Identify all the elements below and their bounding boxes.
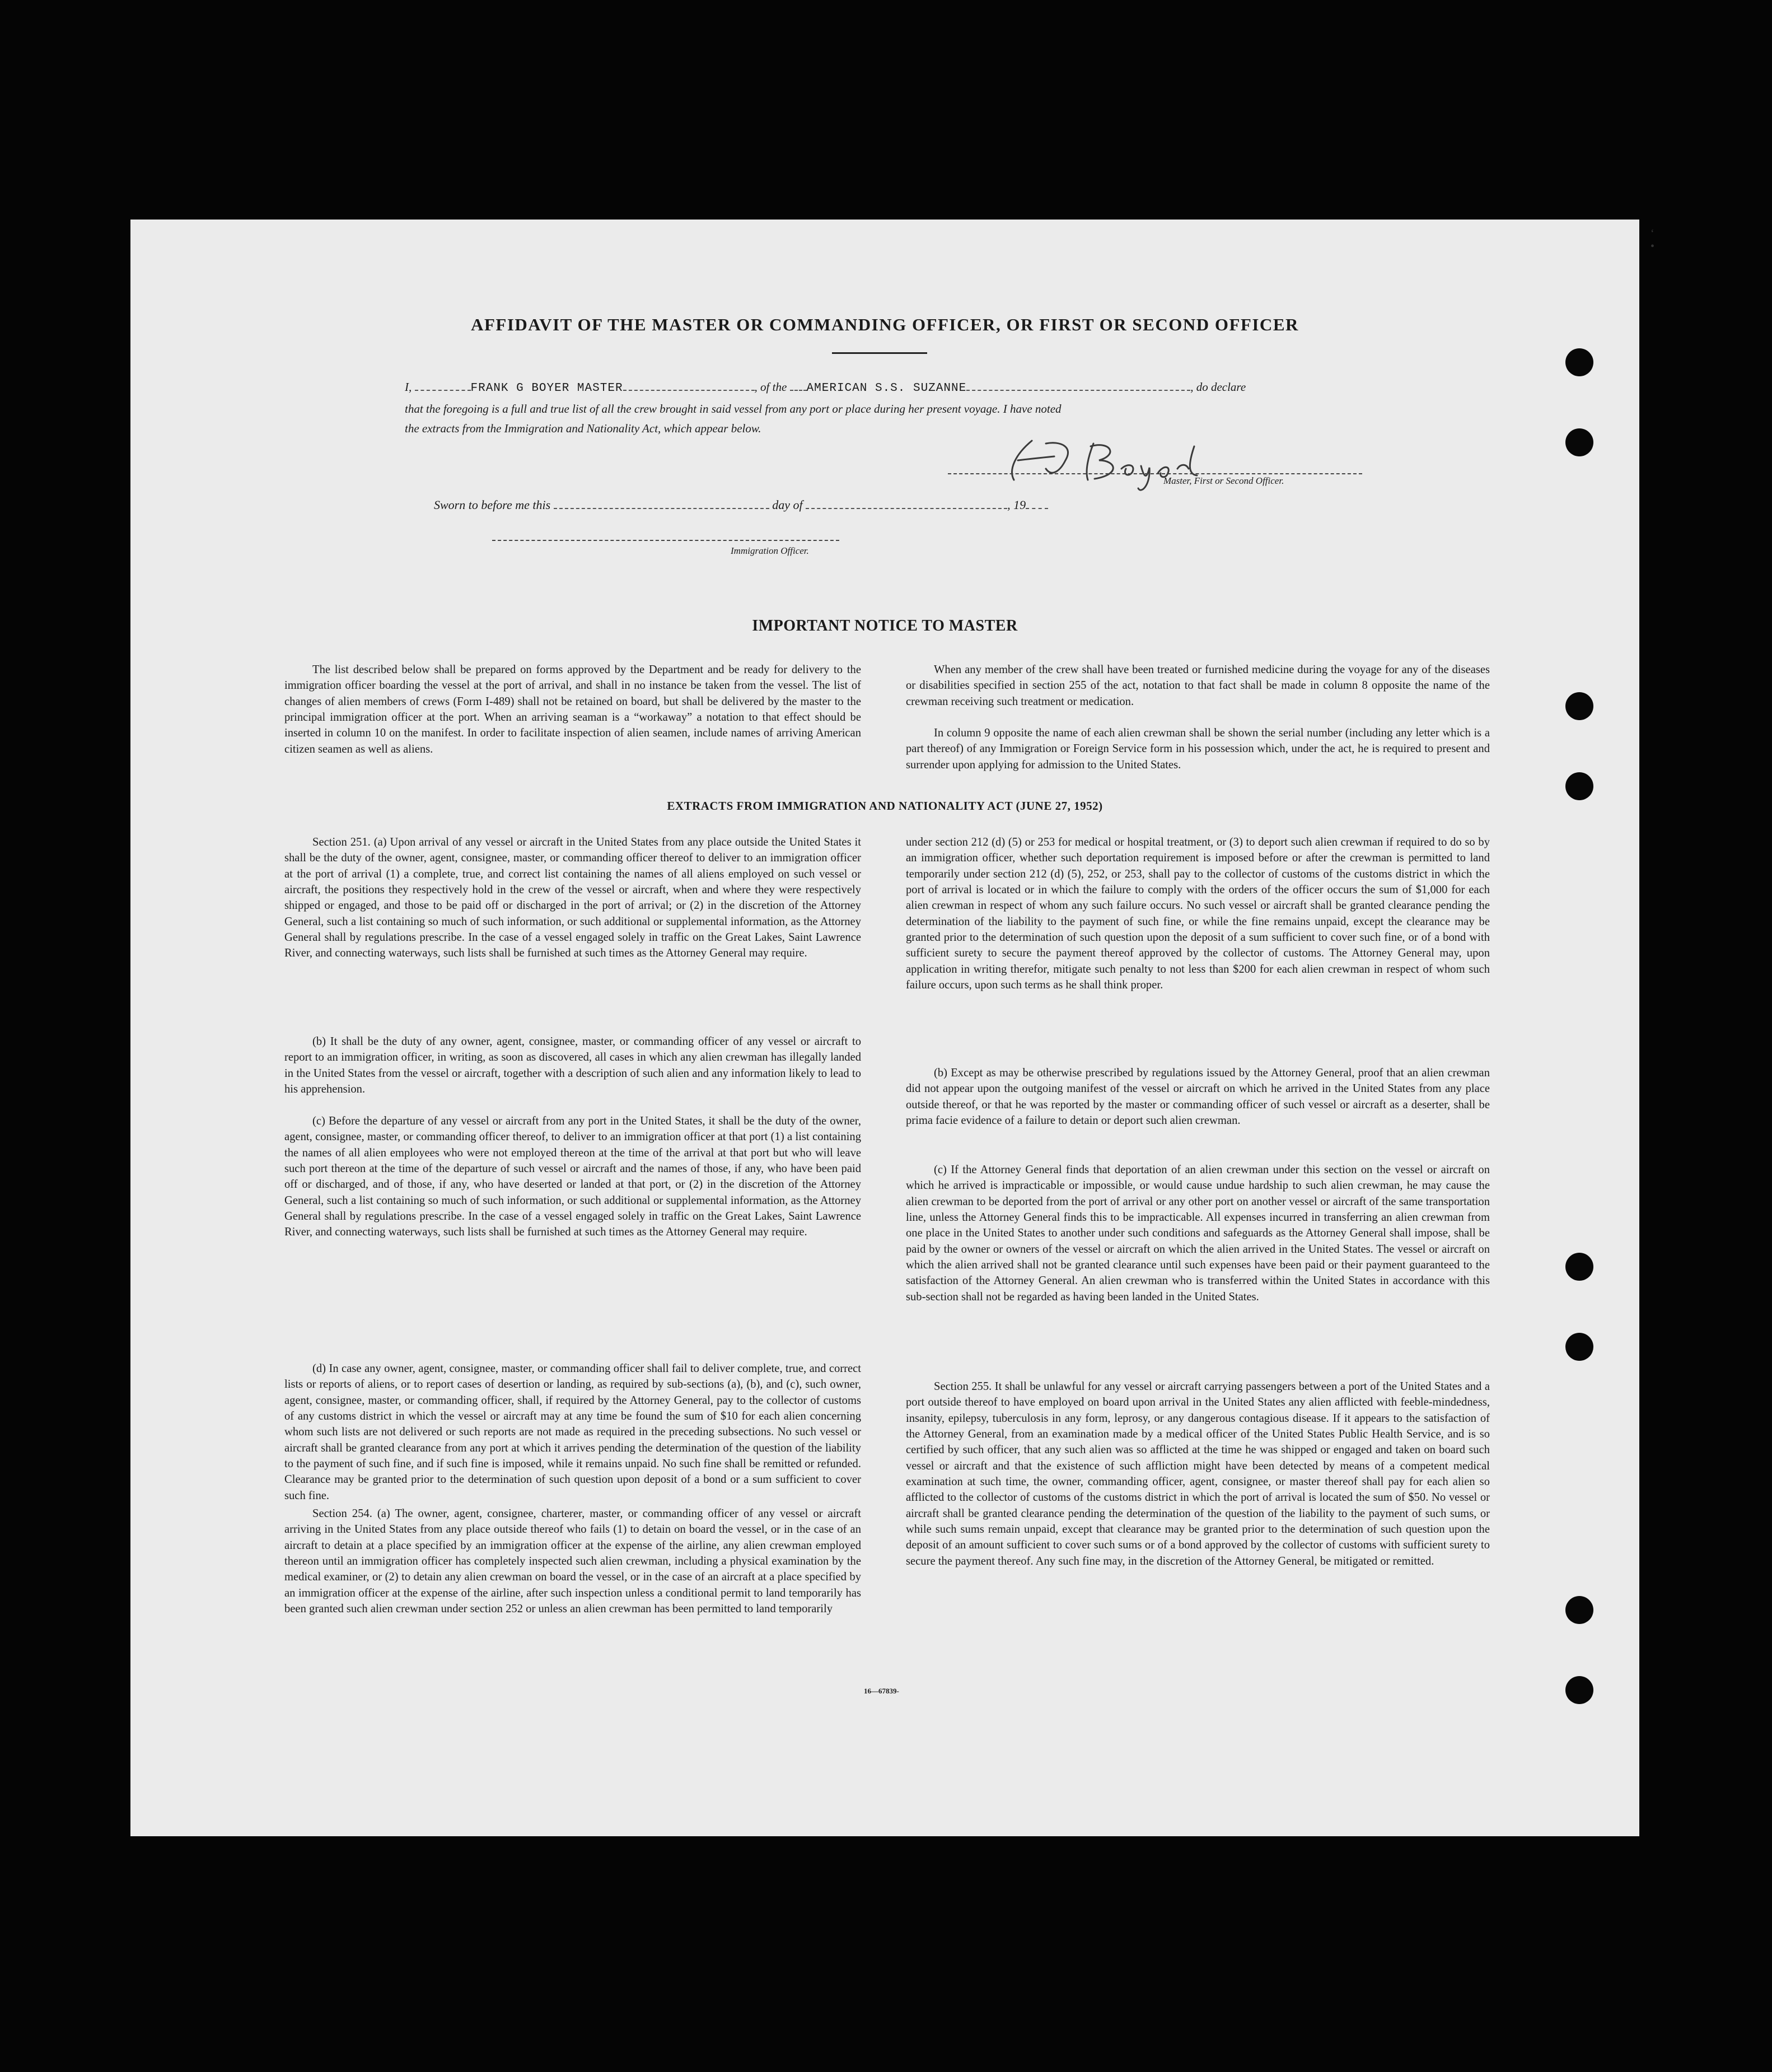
signature-area [948,430,1362,491]
declaration-text: that the foregoing is a full and true list of all the crew brought in said vessel from any port or place during her present voyage. I have noted [405,402,1062,416]
year-label: , 19 [1007,498,1026,512]
of-the-label: , of the [754,380,787,394]
affidavit-title: AFFIDAVIT OF THE MASTER OR COMMANDING OFFICER, OR FIRST OR SECOND OFFICER [471,315,1299,334]
dotted-fill [790,379,807,391]
dotted-fill [415,379,471,391]
notice-right-paragraph: In column 9 opposite the name of each alien crewman shall be shown the serial number (including any letter which is a part thereof) of any Immigration or Foreign Service form in his possession which, under the act, he is required to present and surrender upon applying for admission to the United States. [906,727,1490,771]
handwritten-signature [948,430,1362,491]
corner-marks: ‘ • [1651,227,1677,253]
section-paragraph: (c) If the Attorney General finds that deportation of an alien crewman under this section on the vessel or aircraft on which he arrived is impracticable or impossible, or would cause undue hardship to such alien crewman, he may cause the alien crewman to be deported from the port of arrival or any other port on another vessel or aircraft of the same transportation line, unless the Attorney General finds this to be impracticable. All expenses incurred in transferring an alien crewman from one place in the United States to another under such conditions and safeguards as the Attorney General shall impose, shall be paid by the owner or owners of the vessel or aircraft on which the alien arrived in the United States. The vessel or aircraft on which the alien arrived shall not be granted clearance until such expenses have been paid or their payment guaranteed to the satisfaction of the Attorney General. An alien crewman who is transferred within the United States in accordance with this sub-section shall not be regarded as having been landed in the United States. [906,1164,1490,1303]
punch-hole [1565,428,1593,456]
punch-hole [1565,1333,1593,1361]
punch-hole [1565,692,1593,720]
extracts-title: EXTRACTS FROM IMMIGRATION AND NATIONALITY ACT (JUNE 27, 1952) [667,799,1103,813]
vessel-name: AMERICAN S.S. SUZANNE [806,382,967,395]
day-of-label: day of [772,498,803,512]
declaration-line [405,379,1362,395]
punch-hole [1565,1676,1593,1704]
dotted-fill [623,379,755,391]
dotted-fill [554,497,769,509]
punch-hole [1565,1253,1593,1281]
declaration-suffix: , do declare [1190,380,1246,394]
signature-caption: Master, First or Second Officer. [1163,475,1284,486]
sworn-line [434,497,1218,512]
notice-left-paragraph: The list described below shall be prepared on forms approved by the Department and be ready for delivery to the immigration officer boarding the vessel at the port of arrival, and shall in no instance be taken from the vessel. The list of changes of alien members of crews (Form I-489) shall not be retained on board, but shall be delivered by the master to the principal immigration officer at the port. When an arriving seaman is a “workaway” a notation to that effect should be inserted in column 10 on the manifest. In order to facilitate inspection of alien seamen, include names of arriving American citizen seamen as well as aliens. [284,664,861,755]
section-paragraph: (b) Except as may be otherwise prescribed by regulations issued by the Attorney General, proof that an alien crewman did not appear upon the outgoing manifest of the vessel or aircraft on which he arrived in the United States from any place outside thereof, or that he was reported by the master or commanding officer of such vessel or aircraft as a deserter, shall be prima facie evidence of a failure to detain or deport such alien crewman. [906,1067,1490,1127]
form-number: 16—67839- [864,1687,899,1695]
title-rule [832,352,927,354]
dotted-fill [806,497,1007,509]
immigration-officer-line [492,540,839,541]
section-paragraph: Section 251. (a) Upon arrival of any vessel or aircraft in the United States from any place outside the United States it shall be the duty of the owner, agent, consignee, master, or commanding officer thereof to deliver to an immigration officer at the port of arrival (1) a complete, true, and correct list containing the names of all aliens employed on such vessel or aircraft, the positions they respectively hold in the crew of the vessel or aircraft, when and where they were respectively shipped or engaged, and those to be paid off or discharged in the port of arrival; or (2) in the discretion of the Attorney General, such a list containing so much of such information, or such additional or supplemental information, as the Attorney General shall by regulations prescribe. In the case of a vessel engaged solely in traffic on the Great Lakes, Saint Lawrence River, and connecting waterways, such lists shall be furnished at such times as the Attorney General may require. [284,836,861,960]
declarant-name: FRANK G BOYER MASTER [470,382,623,395]
notice-title: IMPORTANT NOTICE TO MASTER [752,617,1018,634]
punch-hole [1565,348,1593,376]
section-paragraph: (d) In case any owner, agent, consignee, master, or commanding officer shall fail to deliver complete, true, and correct lists or reports of aliens, or to report cases of desertion or landing, as required by sub-sections (a), (b), and (c), such owner, agent, consignee, master, or commanding officer, shall, if required by the Attorney General, pay to the collector of customs of any customs district in which the vessel or aircraft may at any time be found the sum of $10 for each alien concerning whom such lists are not delivered or such reports are not made as required in the preceding subsections. No such vessel or aircraft shall be granted clearance from any port at which it arrives pending the determination of the question of the liability to the payment of such fine, and if such fine is imposed, while it remains unpaid. No such fine shall be remitted or refunded. Clearance may be granted prior to the determination of such question upon deposit of a bond or a sum sufficient to cover such fine. [284,1362,861,1502]
declaration-prefix: I, [405,380,412,394]
punch-hole [1565,772,1593,800]
section-paragraph: under section 212 (d) (5) or 253 for medical or hospital treatment, or (3) to deport such alien crewman if required to do so by an immigration officer, whether such deportation requirement is imposed before or after the crewman is permitted to land temporarily under section 212 (d) (5), 252, or 253, shall pay to the collector of customs of the customs district in which the port of arrival is located or in which the failure to comply with the orders of the officer occurs the sum of $1,000 for each alien crewman in respect of whom any such failure occurs. No such vessel or aircraft shall be granted clearance pending the determination of the liability to the payment of such fine, or while the fine remains unpaid, except the clearance may be granted prior to the determination of such question upon the deposit of a sum sufficient to cover such fine, or of a bond with sufficient surety to secure the payment thereof approved by the collector of customs. The Attorney General may, upon application in writing therefor, mitigate such penalty to not less than $200 for each alien crewman in respect of whom such failure occurs, upon such terms as he shall think proper. [906,836,1490,992]
dotted-fill [1026,497,1048,509]
punch-hole [1565,1596,1593,1624]
section-paragraph: Section 254. (a) The owner, agent, consignee, charterer, master, or commanding officer of any vessel or aircraft arriving in the United States from any place outside thereof who fails (1) to detain on board the vessel, or in the case of an aircraft to detain at a place specified by an immigration officer at the expense of the airline, any alien crewman employed thereon until an immigration officer has completely inspected such alien crewman, including a physical examination by the medical examiner, or (2) to detain any alien crewman on board the vessel, or in the case of an aircraft at a place specified by an immigration officer at the expense of the airline, after such inspection unless a conditional permit to land temporarily has been granted such alien crewman under section 252 or unless an alien crewman has been permitted to land temporarily [284,1508,861,1616]
section-paragraph: (c) Before the departure of any vessel or aircraft from any port in the United States, it shall be the duty of the owner, agent, consignee, master, or commanding officer thereof, to deliver to an immigration officer at that port (1) a list containing the names of all alien employees who were not employed thereon at the time of the arrival at that port but who will leave such port thereon at the time of the departure of such vessel or aircraft and the names of those, if any, who have been paid off or discharged, and of those, if any, who have deserted or landed at that port, or (2) in the discretion of the Attorney General, such a list containing so much of such information, or such additional or supplemental information, as the Attorney General shall by regulations prescribe. In the case of a vessel engaged solely in traffic on the Great Lakes, Saint Lawrence River, and connecting waterways, such lists shall be furnished at such times as the Attorney General may require. [284,1115,861,1239]
immigration-officer-caption: Immigration Officer. [731,545,809,556]
notice-right-paragraph: When any member of the crew shall have been treated or furnished medicine during the voyage for any of the diseases or disabilities specified in section 255 of the act, notation to that fact shall be made in column 8 opposite the name of the crewman receiving such treatment or medication. [906,664,1490,708]
declaration-text: the extracts from the Immigration and Nationality Act, which appear below. [405,422,761,435]
signature-line [948,473,1362,474]
dotted-fill [966,379,1190,391]
section-paragraph: (b) It shall be the duty of any owner, agent, consignee, master, or commanding officer of any vessel or aircraft to report to an immigration officer, in writing, as soon as discovered, all cases in which any alien crewman has illegally landed in the United States from the vessel or aircraft, together with a description of such alien and any information likely to lead to his apprehension. [284,1035,861,1096]
section-paragraph: Section 255. It shall be unlawful for any vessel or aircraft carrying passengers between a port of the United States and a port outside thereof to have employed on board upon arrival in the United States any alien afflicted with feeble-mindedness, insanity, epilepsy, tuberculosis in any form, leprosy, or any dangerous contagious disease. If it appears to the satisfaction of the Attorney General, from an examination made by a medical officer of the United States Public Health Service, and is so certified by such officer, that any such alien was so afflicted at the time he was shipped or engaged and taken on board such vessel or aircraft and that the existence of such affliction might have been detected by means of a competent medical examination at such time, the owner, commanding officer, agent, consignee, or master thereof shall pay for each alien so afflicted to the collector of customs of the customs district in which the port of arrival is located the sum of $50. No vessel or aircraft shall be granted clearance pending the determination of the question of the liability to the payment of such sums, or while such sums remain unpaid, except that clearance may be granted prior to the determination of such question upon the deposit of an amount sufficient to cover such sums or of a bond approved by the collector of customs with sufficient surety to secure the payment thereof. Any such fine may, in the discretion of the Attorney General, be mitigated or remitted. [906,1380,1490,1567]
document-page [130,220,1677,1836]
sworn-prefix: Sworn to before me this [434,498,551,512]
